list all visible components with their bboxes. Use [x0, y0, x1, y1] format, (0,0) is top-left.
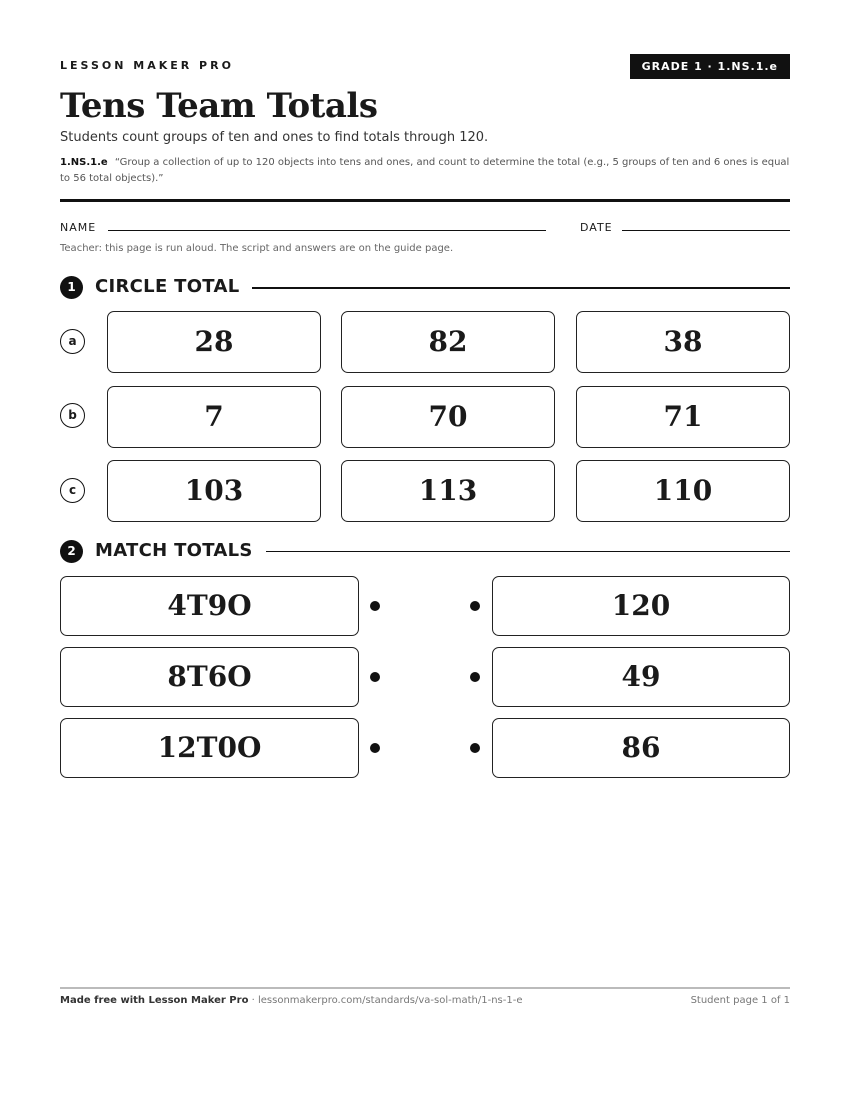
- circle-option[interactable]: 103: [107, 460, 321, 522]
- teacher-note: Teacher: this page is run aloud. The script and answers are on the guide page.: [60, 243, 454, 254]
- worksheet-page: [60, 0, 790, 1100]
- circle-option[interactable]: 38: [576, 311, 790, 373]
- footer-divider: [60, 987, 790, 989]
- standard-text: “Group a collection of up to 120 objects into tens and ones, and count to determine the total (e.g., 5 groups of ten and 6 ones is equal to 56 total objects).”: [60, 157, 790, 184]
- footer-separator: ·: [248, 995, 258, 1006]
- footer-made-with: Made free with Lesson Maker Pro: [60, 995, 249, 1006]
- match-dot[interactable]: [470, 743, 480, 753]
- match-left-card[interactable]: 12T0O: [60, 718, 359, 778]
- section-1-header: [60, 275, 790, 299]
- standard-description: [60, 155, 790, 187]
- match-dot[interactable]: [470, 672, 480, 682]
- circle-option[interactable]: 28: [107, 311, 321, 373]
- section-rule: [266, 551, 790, 552]
- brand-name: LESSON MAKER PRO: [60, 59, 234, 72]
- circle-option[interactable]: 82: [341, 311, 555, 373]
- footer-page-number: Student page 1 of 1: [690, 995, 790, 1006]
- match-right-card[interactable]: 120: [492, 576, 790, 636]
- section-title: MATCH TOTALS: [95, 540, 253, 561]
- section-2-header: [60, 539, 790, 563]
- match-left-card[interactable]: 8T6O: [60, 647, 359, 707]
- circle-option[interactable]: 113: [341, 460, 555, 522]
- row-label-b: b: [60, 403, 85, 428]
- section-number-badge: 1: [60, 276, 83, 299]
- circle-option[interactable]: 7: [107, 386, 321, 448]
- circle-option[interactable]: 70: [341, 386, 555, 448]
- match-dot[interactable]: [370, 601, 380, 611]
- match-right-card[interactable]: 49: [492, 647, 790, 707]
- name-label: NAME: [60, 221, 97, 234]
- header-divider: [60, 199, 790, 202]
- page-title: Tens Team Totals: [60, 86, 378, 126]
- match-dot[interactable]: [370, 743, 380, 753]
- row-label-c: c: [60, 478, 85, 503]
- page-subtitle: Students count groups of ten and ones to find totals through 120.: [60, 130, 489, 145]
- match-left-card[interactable]: 4T9O: [60, 576, 359, 636]
- grade-badge: GRADE 1 · 1.NS.1.e: [630, 54, 790, 79]
- date-label: DATE: [580, 221, 613, 234]
- section-number-badge: 2: [60, 540, 83, 563]
- circle-option[interactable]: 110: [576, 460, 790, 522]
- name-field[interactable]: [108, 230, 546, 231]
- footer-url[interactable]: lessonmakerpro.com/standards/va-sol-math/1-ns-1-e: [257, 995, 523, 1006]
- circle-option[interactable]: 71: [576, 386, 790, 448]
- match-right-card[interactable]: 86: [492, 718, 790, 778]
- section-title: CIRCLE TOTAL: [95, 276, 240, 297]
- match-dot[interactable]: [470, 601, 480, 611]
- footer-credit: [60, 995, 523, 1006]
- match-dot[interactable]: [370, 672, 380, 682]
- standard-code: 1.NS.1.e: [60, 157, 108, 168]
- section-rule: [252, 287, 790, 289]
- date-field[interactable]: [622, 230, 790, 231]
- row-label-a: a: [60, 329, 85, 354]
